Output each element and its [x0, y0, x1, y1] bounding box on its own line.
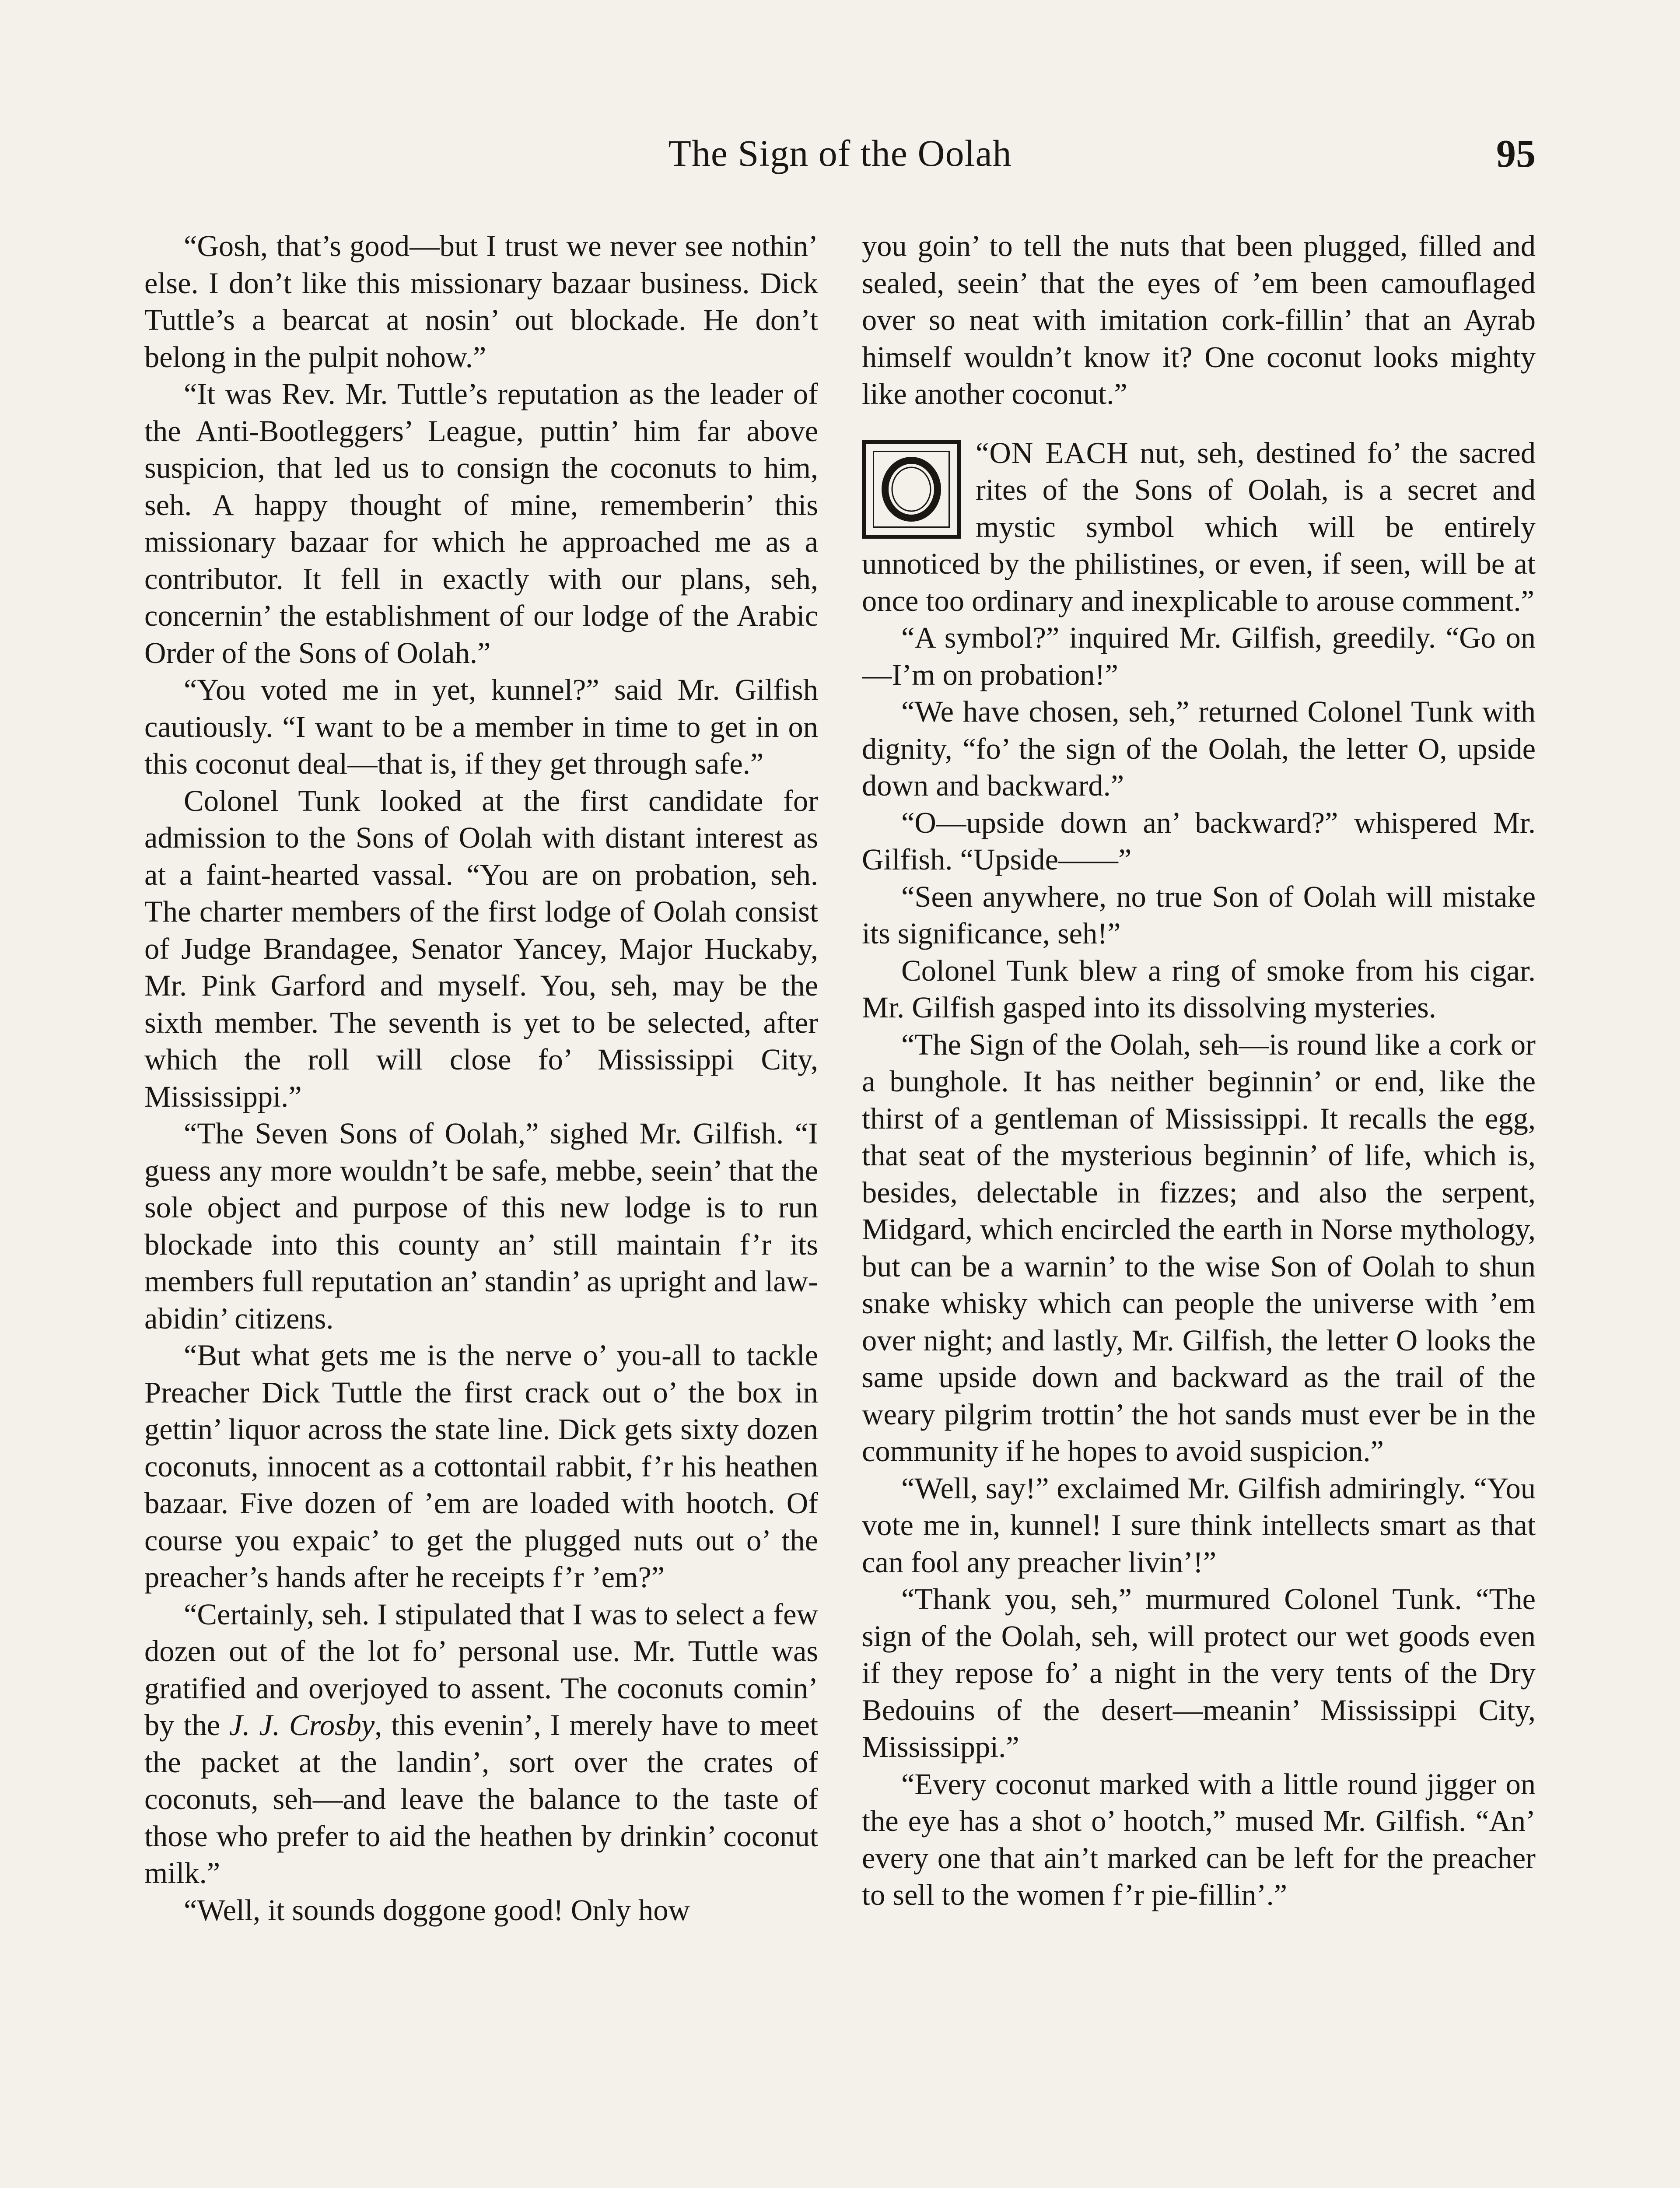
paragraph: “You voted me in yet, kunnel?” said Mr. Gilfish cautiously. “I want to be a member in time to get in on this coconut deal—that is, if they get through safe.”	[144, 673, 818, 780]
paragraph: “We have chosen, seh,” returned Colonel Tunk with dignity, “fo’ the sign of the Oolah, the letter O, upside down and backward.”	[862, 695, 1536, 802]
paragraph-text: nut, seh, destined fo’ the sacred rites of the Sons of Oolah, is a secret and mystic symbol which will be entirely unnoticed by the philistines, or even, if seen, will be at once too ordinary and inexplicable to arouse comment.”	[862, 436, 1536, 617]
right-column	[862, 228, 1536, 2188]
paragraph: “The Seven Sons of Oolah,” sighed Mr. Gilfish. “I guess any more wouldn’t be safe, mebbe, seein’ that the sole object and purpose of this new lodge is to run blockade into this county an’ still maintain f’r its members full reputation an’ standin’ as upright and law-abidin’ citizens.	[144, 1117, 818, 1335]
paragraph: “The Sign of the Oolah, seh—is round like a cork or a bunghole. It has neither beginnin’ or end, like the thirst of a gentleman of Mississippi. It recalls the egg, that seat of the mysterious beginnin’ of life, which is, besides, delectable in fizzes; and also the serpent, Midgard, which encircled the earth in Norse mythology, but can be a warnin’ to the wise Son of Oolah to shun snake whisky which can people the universe with ’em over night; and lastly, Mr. Gilfish, the letter O looks the same upside down and backward as the trail of the weary pilgrim trottin’ the hot sands must ever be in the community if he hopes to avoid suspicion.”	[862, 1027, 1536, 1468]
paragraph: “A symbol?” inquired Mr. Gilfish, greedily. “Go on—I’m on probation!”	[862, 621, 1536, 691]
left-column	[144, 228, 818, 2188]
paragraph: “Thank you, seh,” murmured Colonel Tunk. “The sign of the Oolah, seh, will protect our wet goods even if they repose fo’ a night in the very tents of the Dry Bedouins of the desert—meanin’ Mississippi City, Mississippi.”	[862, 1582, 1536, 1764]
paragraph: “Every coconut marked with a little round jigger on the eye has a shot o’ hootch,” mused Mr. Gilfish. “An’ every one that ain’t marked can be left for the preacher to sell to the women f’r pie-fillin’.”	[862, 1767, 1536, 1911]
drop-cap-o-icon	[862, 440, 961, 539]
paragraph: “Well, say!” exclaimed Mr. Gilfish admiringly. “You vote me in, kunnel! I sure think intellects smart as that can fool any preacher livin’!”	[862, 1471, 1536, 1579]
paragraph: “O—upside down an’ backward?” whispered Mr. Gilfish. “Upside——”	[862, 806, 1536, 876]
paragraph: Colonel Tunk looked at the first candidate for admission to the Sons of Oolah with distant interest as at a faint-hearted vassal. “You are on probation, seh. The charter members of the first lodge of Oolah consist of Judge Brandagee, Senator Yancey, Major Huckaby, Mr. Pink Garford and myself. You, seh, may be the sixth member. The seventh is yet to be selected, after which the roll will close fo’ Mississippi City, Mississippi.”	[144, 784, 818, 1113]
lead-caps: “ON EACH	[976, 436, 1129, 470]
drop-cap-paragraph	[862, 435, 1536, 620]
paragraph	[144, 1596, 818, 1892]
steamboat-name: J. J. Crosby	[229, 1708, 375, 1742]
paragraph-text: “Certainly, seh. I stipulated that I was to select a few dozen out of the lot fo’ personal use. Mr. Tuttle was gratified and overjoyed to assent. The coconuts comin’ by the	[144, 1597, 818, 1742]
paragraph-continuation: you goin’ to tell the nuts that been plugged, filled and sealed, seein’ that the eyes of ’em been camouflaged over so neat with imitation cork-fillin’ that an Ayrab himself wouldn’t know it? One coconut looks mighty like another coconut.”	[862, 229, 1536, 410]
running-title: The Sign of the Oolah	[668, 132, 1012, 174]
paragraph: “Seen anywhere, no true Son of Oolah will mistake its significance, seh!”	[862, 880, 1536, 950]
ring-icon	[878, 456, 944, 522]
page-number: 95	[1496, 132, 1536, 175]
paragraph: “But what gets me is the nerve o’ you-all to tackle Preacher Dick Tuttle the first crack out o’ the box in gettin’ liquor across the state line. Dick gets sixty dozen coconuts, innocent as a cottontail rabbit, f’r his heathen bazaar. Five dozen of ’em are loaded with hootch. Of course you expaic’ to get the plugged nuts out o’ the preacher’s hands after he receipts f’r ’em?”	[144, 1339, 818, 1594]
paragraph: “Gosh, that’s good—but I trust we never see nothin’ else. I don’t like this missionary bazaar business. Dick Tuttle’s a bearcat at nosin’ out blockade. He don’t belong in the pulpit nohow.”	[144, 229, 818, 374]
paragraph: “It was Rev. Mr. Tuttle’s reputation as the leader of the Anti-Bootleggers’ League, puttin’ him far above suspicion, that led us to consign the coconuts to him, seh. A happy thought of mine, rememberin’ this missionary bazaar for which he approached me as a contributor. It fell in exactly with our plans, seh, concernin’ the establishment of our lodge of the Arabic Order of the Sons of Oolah.”	[144, 377, 818, 670]
page-header	[144, 131, 1536, 197]
paragraph: “Well, it sounds doggone good! Only how	[184, 1893, 690, 1927]
paragraph-text: , this evenin’, I merely have to meet the packet at the landin’, sort over the crates of coconuts, seh—and leave the balance to the taste of those who prefer to aid the heathen by drinkin’ coconut milk.”	[144, 1708, 818, 1890]
paragraph: Colonel Tunk blew a ring of smoke from his cigar. Mr. Gilfish gasped into its dissolving mysteries.	[862, 954, 1536, 1024]
